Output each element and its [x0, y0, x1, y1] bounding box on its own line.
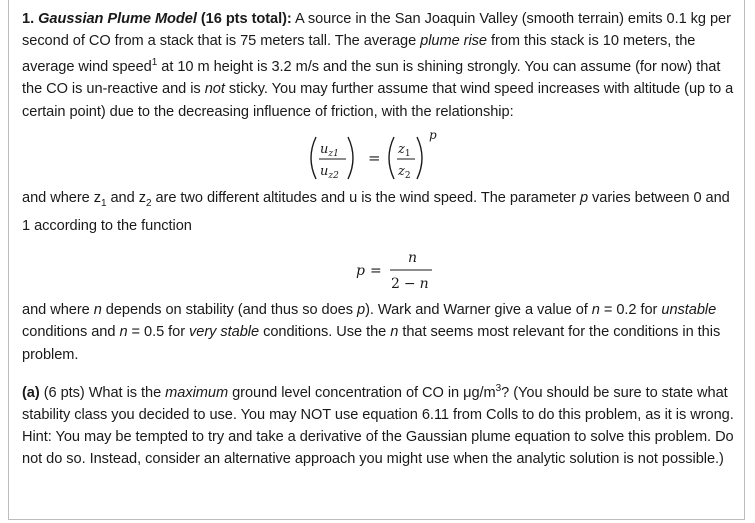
subscript-2: 2 — [145, 197, 152, 209]
subscript-1: 1 — [100, 197, 107, 209]
n-var-3: n — [119, 324, 128, 341]
maximum-term: maximum — [165, 384, 229, 401]
part-a-text-1: (6 pts) What is the — [39, 384, 166, 401]
para3-text-4: = 0.2 for — [599, 302, 662, 319]
p-function-equation — [22, 237, 734, 299]
footnote-marker: 1 — [151, 57, 158, 69]
document-body — [22, 8, 734, 470]
para2-text-2: and z — [106, 189, 146, 206]
problem-statement — [22, 8, 734, 123]
left-paren-2 — [389, 137, 394, 179]
para2-text-3: are two different altitudes and u is the wind speed. The parameter — [151, 189, 580, 206]
part-a-text-2: ground level concentration of CO in μg/m — [228, 384, 496, 401]
p-var: p — [356, 302, 366, 319]
intro-text-2: from this stack is 10 meters, the average wind speed — [22, 33, 696, 76]
para2-text-1: and where z — [22, 189, 101, 206]
numerator-n: n — [408, 250, 418, 267]
u-numerator: $u_{z1}$ — [320, 141, 339, 159]
right-paren-2 — [417, 137, 422, 179]
equation-1-svg — [302, 129, 472, 187]
para3-text-1: and where — [22, 302, 94, 319]
plume-rise-term: plume rise — [420, 33, 487, 50]
n-var-2: n — [591, 302, 600, 319]
para3-text-3: ). Wark and Warner give a value of — [365, 302, 592, 319]
left-paren-1 — [311, 137, 316, 179]
para3-text-5: conditions and — [22, 324, 120, 341]
equation-2-svg — [346, 237, 456, 299]
paragraph-altitudes — [22, 187, 734, 237]
intro-text-4: sticky. You may further assume that wind speed increases with altitude (up to a certain point) due to the decreasing influence of friction, with the relationship: — [22, 81, 734, 120]
right-paren-1 — [348, 137, 353, 179]
n-var-1: n — [93, 302, 102, 319]
equals-sign: = — [368, 148, 381, 167]
part-a-text-3: ? (You should be sure to state what stability class you decided to use. You may NOT use equation 6.11 from Colls to do this problem, as it is wrong. Hint: You may be tempted to try and take a derivative of the Gaussian plume equation to solve this problem. Do not do so. Instead, consider an alternative approach you might use when the analytic solution is not possible.) — [22, 384, 734, 468]
z2-denominator: $z_2$ — [398, 163, 411, 181]
very-stable-term: very stable — [189, 324, 260, 341]
para3-text-6: = 0.5 for — [127, 324, 190, 341]
problem-title: Gaussian Plume Model — [38, 11, 197, 27]
wind-power-law-equation — [22, 129, 734, 187]
problem-number: 1. — [22, 11, 35, 27]
n-var-4: n — [390, 324, 399, 341]
not-emphasis: not — [204, 81, 225, 98]
intro-text-1: A source in the San Joaquin Valley (smooth terrain) emits 0.1 kg per second of CO from a stack that is 75 meters tall. The average — [22, 11, 731, 50]
para2-text-4: varies between 0 and 1 according to the function — [22, 189, 730, 234]
para3-text-2: depends on stability (and thus so does — [101, 302, 357, 319]
part-a-question — [22, 378, 734, 471]
parameter-p: p — [579, 189, 589, 206]
exponent-p: p — [429, 128, 437, 142]
denominator: 2 − n — [391, 276, 429, 293]
z1-numerator: $z_1$ — [398, 141, 411, 159]
problem-heading — [22, 11, 292, 27]
para3-text-8: that seems most relevant for the conditions in this problem. — [22, 324, 721, 363]
problem-points: (16 pts total): — [200, 11, 292, 27]
part-a-label: (a) — [22, 384, 40, 401]
intro-text-3: at 10 m height is 3.2 m/s and the sun is shining strongly. You can assume (for now) that the CO is un-reactive and is — [22, 59, 721, 98]
u-denominator: $u_{z2}$ — [320, 163, 339, 181]
para3-text-7: conditions. Use the — [259, 324, 391, 341]
unstable-term: unstable — [661, 302, 717, 319]
lhs-p: p — [356, 263, 365, 280]
cubed-superscript: 3 — [495, 382, 502, 394]
equals-sign-2: = — [370, 263, 382, 280]
paragraph-stability — [22, 299, 734, 366]
